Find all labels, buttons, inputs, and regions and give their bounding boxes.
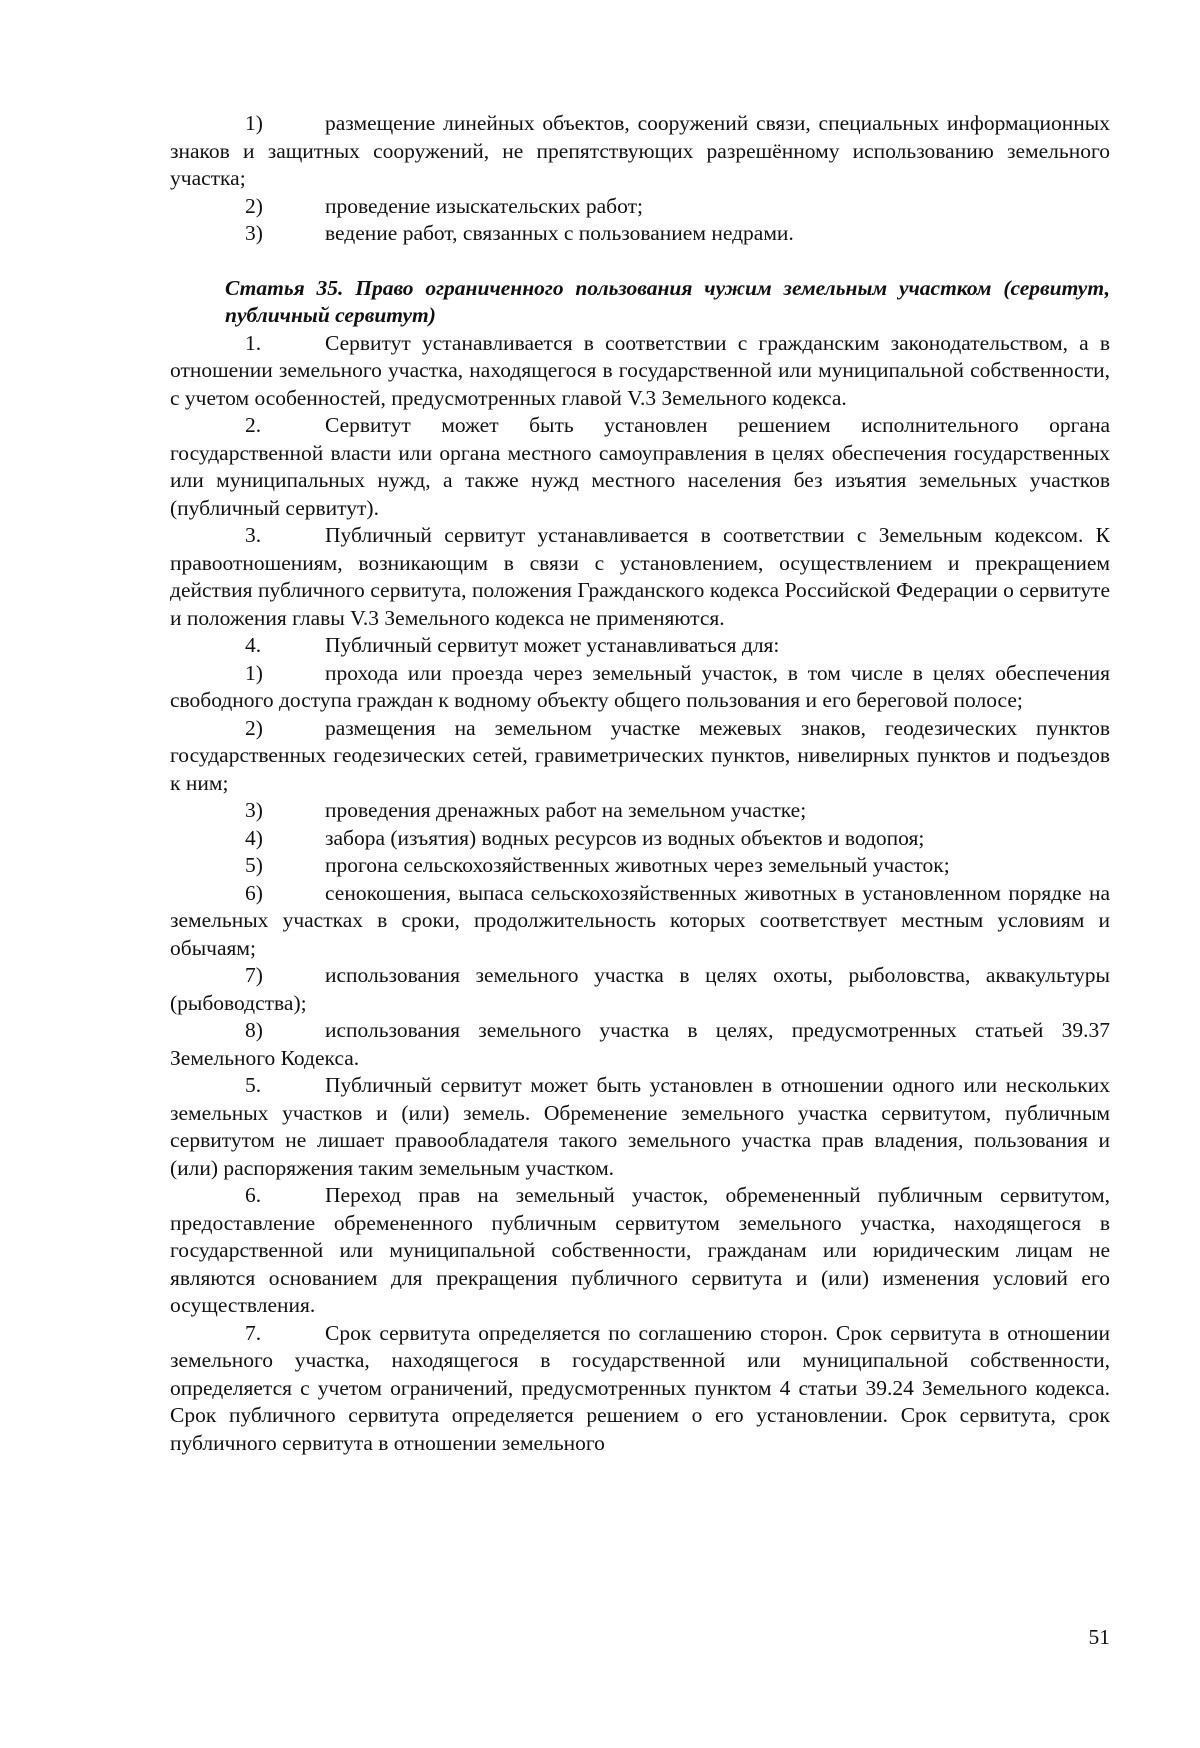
list-item-number: 2): [245, 193, 263, 218]
clause-text: Публичный сервитут может быть установлен в отношении одного или нескольких земельных участков и (или) земель. Обременение земельного участка сервитутом, публичным сервитутом не лишает правообладателя такого земельного участка прав владения, пользования и (или) распоряжения таким земельным участком.: [170, 1073, 1110, 1180]
sub-list-text: сенокошения, выпаса сельскохозяйственных животных в установленном порядке на земельных участках в сроки, продолжительность которых соответствует местным условиям и обычаям;: [170, 880, 1110, 960]
sub-list-text: проведения дренажных работ на земельном участке;: [325, 798, 807, 822]
sub-list-item: [170, 1017, 1110, 1072]
clause-number: 4.: [245, 633, 262, 657]
list-item-number: 1): [245, 111, 263, 135]
article-heading: Статья 35. Право ограниченного пользования чужим земельным участком (сервитут, публичный сервитут): [225, 275, 1110, 327]
clause-text: Публичный сервитут устанавливается в соответствии с Земельным кодексом. К правоотношениям, возникающим в связи с установлением, осуществлением и прекращением действия публичного сервитута, положения Гражданского кодекса Российской Федерации о сервитуте и положения главы V.3 Земельного кодекса не применяются.: [170, 523, 1110, 630]
clause-number: 6.: [245, 1183, 262, 1207]
sub-list-number: 1): [245, 660, 263, 685]
sub-list-text: прогона сельскохозяйственных животных через земельный участок;: [325, 853, 950, 877]
list-item-text: размещение линейных объектов, сооружений связи, специальных информационных знаков и защитных сооружений, не препятствующих разрешённому использованию земельного участка;: [170, 111, 1110, 190]
clause-number: 7.: [245, 1320, 262, 1345]
clause-5: [170, 1072, 1110, 1182]
sub-list-item: [170, 852, 1110, 880]
clause-3: [170, 522, 1110, 632]
sub-list-number: 2): [245, 715, 263, 740]
clause-4: [170, 632, 1110, 660]
clause-number: 5.: [245, 1073, 262, 1097]
clause-number: 3.: [245, 523, 262, 547]
sub-list-item: [170, 880, 1110, 963]
clause-2: [170, 412, 1110, 522]
clause-text: Публичный сервитут может устанавливаться для:: [325, 633, 780, 657]
sub-list-number: 8): [245, 1018, 263, 1042]
sub-list-text: использования земельного участка в целях, предусмотренных статьей 39.37 Земельного Кодекса.: [170, 1018, 1110, 1070]
clause-text: Сервитут устанавливается в соответствии с гражданским законодательством, а в отношении земельного участка, находящегося в государственной или муниципальной собственности, с учетом особенностей, предусмотренных главой V.3 Земельного кодекса.: [170, 330, 1110, 410]
clause-text: Переход прав на земельный участок, обремененный публичным сервитутом, предоставление обремененного публичным сервитутом земельного участка, находящегося в государственной или муниципальной собственности, гражданам или юридическим лицам не являются основанием для прекращения публичного сервитута и (или) изменения условий его осуществления.: [170, 1183, 1110, 1317]
sub-list-text: использования земельного участка в целях охоты, рыболовства, аквакультуры (рыбоводства);: [170, 963, 1110, 1015]
list-item: [170, 193, 1110, 221]
page-number: 51: [1088, 1625, 1110, 1649]
list-item-text: проведение изыскательских работ;: [325, 193, 643, 218]
list-item: [170, 220, 1110, 248]
sub-list-item: [170, 825, 1110, 853]
sub-list-number: 5): [245, 853, 263, 877]
document-page: [170, 110, 1110, 1457]
list-item-text: ведение работ, связанных с пользованием недрами.: [325, 221, 794, 245]
sub-list-item: [170, 715, 1110, 798]
clause-text: Сервитут может быть установлен решением исполнительного органа государственной власти или органа местного самоуправления в целях обеспечения государственных или муниципальных нужд, а также нужд местного населения без изъятия земельных участков (публичный сервитут).: [170, 413, 1110, 520]
sub-list-text: забора (изъятия) водных ресурсов из водных объектов и водопоя;: [325, 825, 925, 850]
clause-number: 1.: [245, 330, 262, 355]
sub-list-number: 4): [245, 825, 263, 850]
sub-list-item: [170, 962, 1110, 1017]
clause-text: Срок сервитута определяется по соглашению сторон. Срок сервитута в отношении земельного участка, находящегося в государственной или муниципальной собственности, определяется с учетом ограничений, предусмотренных пунктом 4 статьи 39.24 Земельного кодекса. Срок публичного сервитута определяется решением о его установлении. Срок сервитута, срок публичного сервитута в отношении земельного: [170, 1320, 1110, 1455]
sub-list-number: 3): [245, 798, 263, 822]
clause-7: [170, 1320, 1110, 1458]
clause-number: 2.: [245, 413, 262, 437]
sub-list-item: [170, 797, 1110, 825]
list-item-number: 3): [245, 221, 263, 245]
clause-6: [170, 1182, 1110, 1320]
sub-list-item: [170, 660, 1110, 715]
sub-list-text: размещения на земельном участке межевых знаков, геодезических пунктов государственных геодезических сетей, гравиметрических пунктов, нивелирных пунктов и подъездов к ним;: [170, 715, 1110, 795]
sub-list-text: прохода или проезда через земельный участок, в том числе в целях обеспечения свободного доступа граждан к водному объекту общего пользования и его береговой полосе;: [170, 660, 1110, 712]
sub-list-number: 6): [245, 880, 263, 905]
sub-list-number: 7): [245, 963, 263, 987]
clause-1: [170, 330, 1110, 413]
list-item: [170, 110, 1110, 193]
